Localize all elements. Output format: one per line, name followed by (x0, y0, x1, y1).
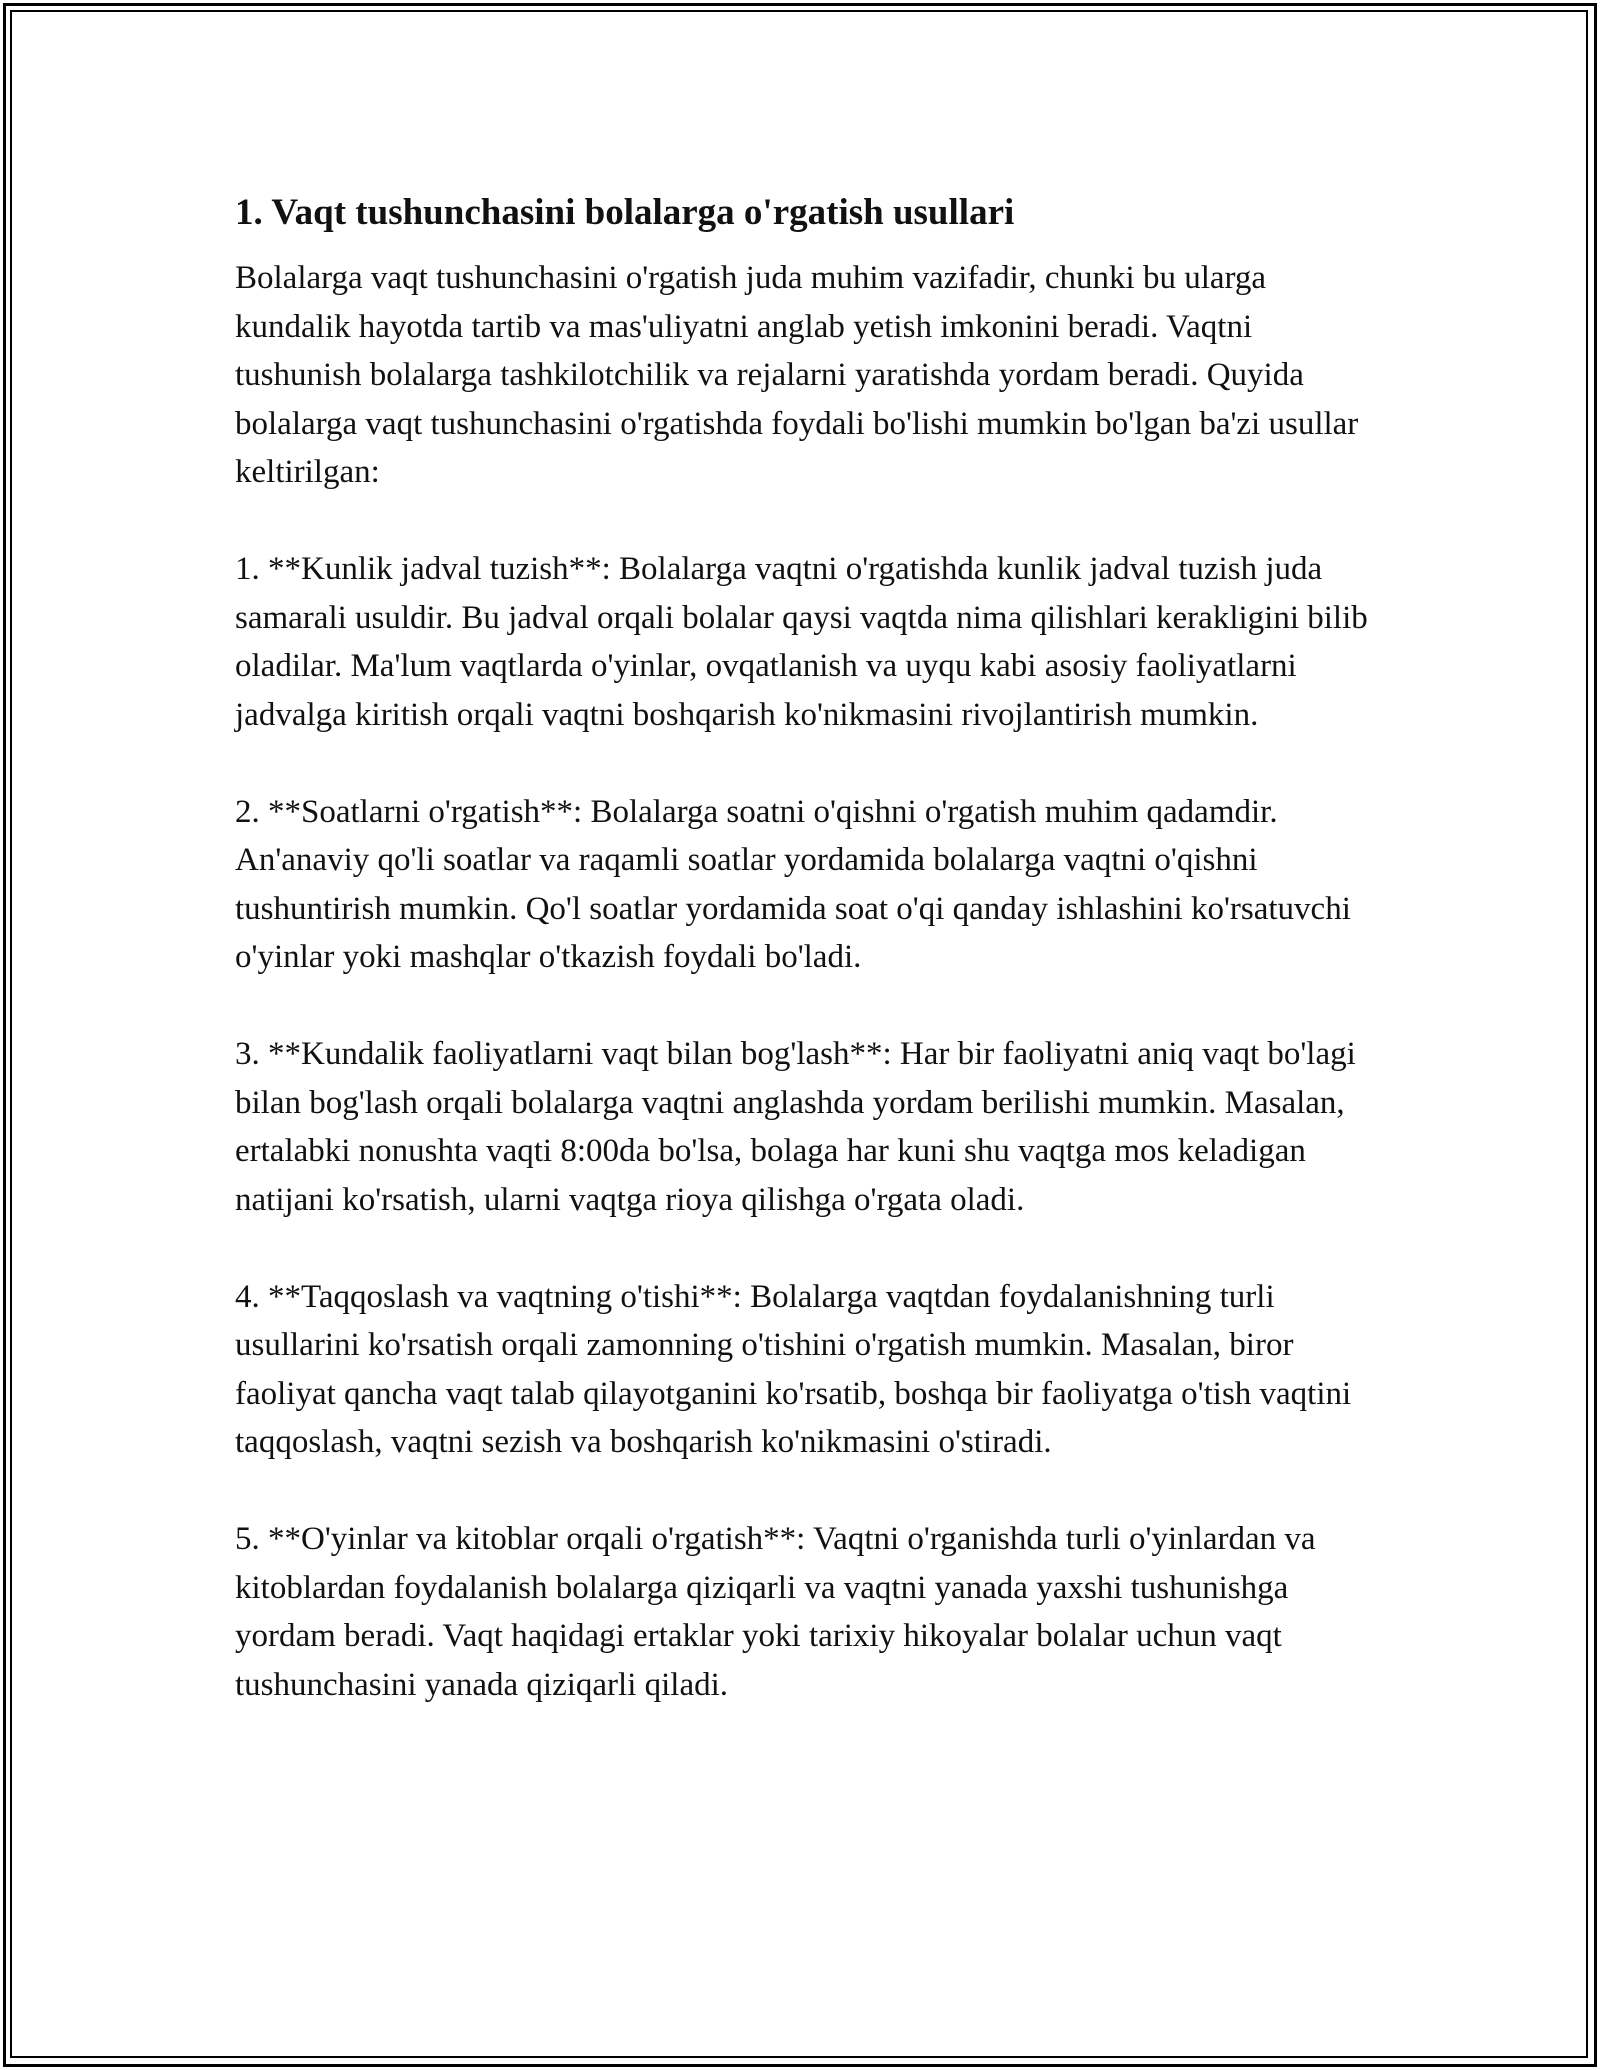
intro-paragraph: Bolalarga vaqt tushunchasini o'rgatish juda muhim vazifadir, chunki bu ularga kundalik hayotda tartib va mas'uliyatni anglab yetish imkonini beradi. Vaqtni tushunish bolalarga tashkilotchilik va rejalarni yaratishda yordam beradi. Quyida bolalarga vaqt tushunchasini o'rgatishda foydali bo'lishi mumkin bo'lgan ba'zi usullar keltirilgan: (235, 260, 1359, 490)
document-body (235, 188, 1380, 1758)
document-title: 1. Vaqt tushunchasini bolalarga o'rgatish usullari (235, 192, 1015, 233)
method-2-paragraph: 2. **Soatlarni o'rgatish**: Bolalarga soatni o'qishni o'rgatish muhim qadamdir. An'anaviy qo'li soatlar va raqamli soatlar yordamida bolalarga vaqtni o'qishni tushuntirish mumkin. Qo'l soatlar yordamida soat o'qi qanday ishlashini ko'rsatuvchi o'yinlar yoki mashqlar o'tkazish foydali bo'ladi. (235, 793, 1351, 975)
method-1-paragraph: 1. **Kunlik jadval tuzish**: Bolalarga vaqtni o'rgatishda kunlik jadval tuzish juda samarali usuldir. Bu jadval orqali bolalar qaysi vaqtda nima qilishlari kerakligini bilib oladilar. Ma'lum vaqtlarda o'yinlar, ovqatlanish va uyqu kabi asosiy faoliyatlarni jadvalga kiritish orqali vaqtni boshqarish ko'nikmasini rivojlantirish mumkin. (235, 551, 1368, 733)
method-5-paragraph: 5. **O'yinlar va kitoblar orqali o'rgatish**: Vaqtni o'rganishda turli o'yinlardan va kitoblardan foydalanish bolalarga qiziqarli va vaqtni yanada yaxshi tushunishga yordam beradi. Vaqt haqidagi ertaklar yoki tarixiy hikoyalar bolalar uchun vaqt tushunchasini yanada qiziqarli qiladi. (235, 1521, 1316, 1703)
method-4-paragraph: 4. **Taqqoslash va vaqtning o'tishi**: Bolalarga vaqtdan foydalanishning turli usullarini ko'rsatish orqali zamonning o'tishini o'rgatish mumkin. Masalan, biror faoliyat qancha vaqt talab qilayotganini ko'rsatib, boshqa bir faoliyatga o'tish vaqtini taqqoslash, vaqtni sezish va boshqarish ko'nikmasini o'stiradi. (235, 1278, 1352, 1460)
method-3-paragraph: 3. **Kundalik faoliyatlarni vaqt bilan bog'lash**: Har bir faoliyatni aniq vaqt bo'lagi bilan bog'lash orqali bolalarga vaqtni anglashda yordam berilishi mumkin. Masalan, ertalabki nonushta vaqti 8:00da bo'lsa, bolaga har kuni shu vaqtga mos keladigan natijani ko'rsatish, ularni vaqtga rioya qilishga o'rgata oladi. (235, 1036, 1356, 1218)
